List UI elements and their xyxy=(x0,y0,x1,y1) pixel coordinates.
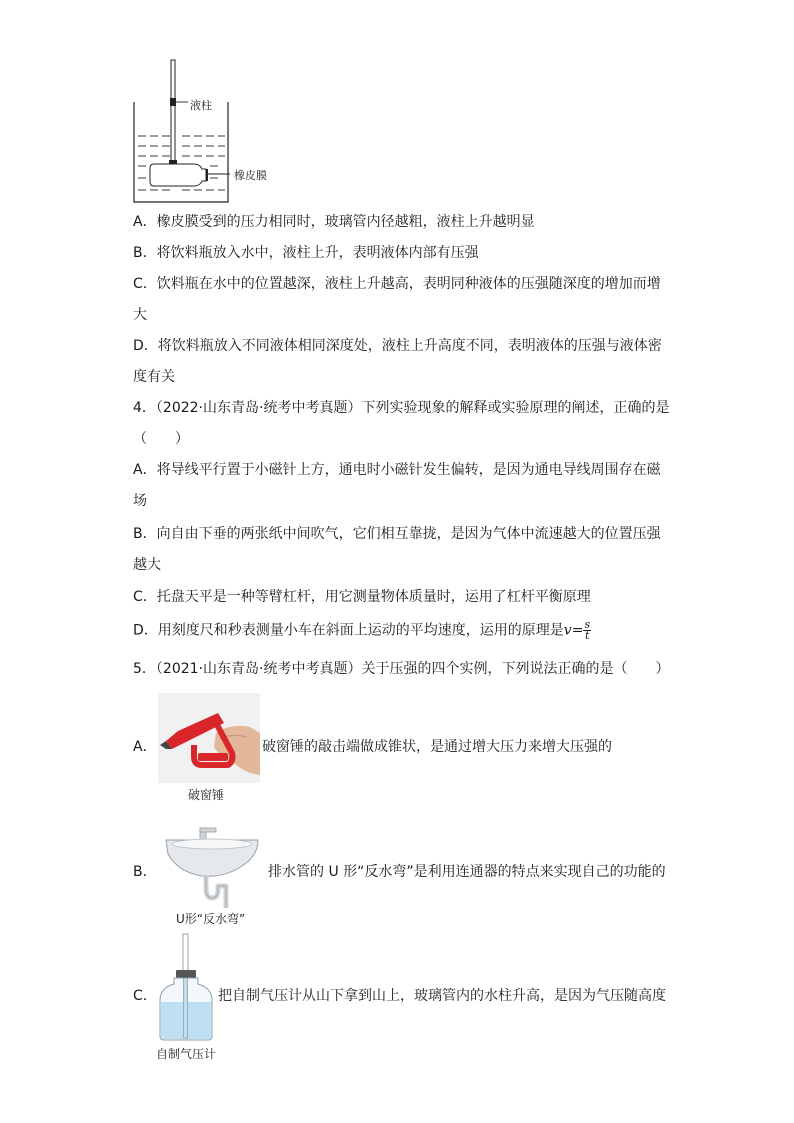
q4-stem: 4．（2022·山东青岛·统考中考真题）下列实验现象的解释或实验原理的阐述，正确的是 xyxy=(133,400,670,416)
q4-option-b[interactable]: B．向自由下垂的两张纸中间吹气，它们相互靠拢，是因为气体中流速越大的位置压强 xyxy=(133,526,661,542)
window-breaker-caption: 破窗锤 xyxy=(188,788,225,802)
sink-u-trap-image xyxy=(162,822,262,908)
formula-fraction: $\frac{s}{t}$ xyxy=(584,618,591,642)
q5-stem: 5．（2021·山东青岛·统考中考真题）关于压强的四个实例，下列说法正确的是（ ） xyxy=(133,661,670,677)
q4-option-a[interactable]: A．将导线平行置于小磁针上方，通电时小磁针发生偏转，是因为通电导线周围存在磁 xyxy=(133,462,661,478)
q4-option-b-cont: 越大 xyxy=(133,557,161,573)
homemade-barometer-caption: 自制气压计 xyxy=(156,1047,217,1061)
label-rubber-membrane: 橡皮膜 xyxy=(234,169,267,182)
q3-option-d-cont: 度有关 xyxy=(133,369,175,385)
q4-option-c[interactable]: C．托盘天平是一种等臂杠杆，用它测量物体质量时，运用了杠杆平衡原理 xyxy=(133,589,591,605)
formula-v: v xyxy=(563,622,572,639)
q5-option-a-letter[interactable]: A． xyxy=(133,739,157,755)
window-breaker-image xyxy=(158,693,260,783)
q5-option-b-letter[interactable]: B． xyxy=(133,864,157,880)
q3-option-c[interactable]: C．饮料瓶在水中的位置越深，液柱上升越高，表明同种液体的压强随深度的增加而增 xyxy=(133,276,661,292)
q5-option-c-text[interactable]: 把自制气压计从山下拿到山上，玻璃管内的水柱升高，是因为气压随高度 xyxy=(218,988,666,1004)
q4-option-d[interactable]: D．用刻度尺和秒表测量小车在斜面上运动的平均速度，运用的原理是v= $\frac{s}{t}$ xyxy=(133,618,591,642)
q5-option-a-text[interactable]: 破窗锤的敲击端做成锥状，是通过增大压力来增大压强的 xyxy=(262,739,612,755)
formula-eq: = xyxy=(571,622,584,639)
q4-answer-blank: （ ） xyxy=(133,431,189,447)
q3-option-b[interactable]: B．将饮料瓶放入水中，液柱上升，表明液体内部有压强 xyxy=(133,245,479,261)
q5-option-c-letter[interactable]: C． xyxy=(133,988,157,1004)
q3-option-c-cont: 大 xyxy=(133,307,147,323)
sink-u-trap-caption: U形“反水弯” xyxy=(176,912,246,926)
q3-apparatus-figure xyxy=(128,60,278,206)
q4-option-a-cont: 场 xyxy=(133,493,147,509)
q5-option-b-text[interactable]: 排水管的 U 形“反水弯”是利用连通器的特点来实现自己的功能的 xyxy=(268,864,666,880)
label-liquid-column: 液柱 xyxy=(190,99,212,112)
q3-option-d[interactable]: D．将饮料瓶放入不同液体相同深度处，液柱上升高度不同，表明液体的压强与液体密 xyxy=(133,338,662,354)
homemade-barometer-image xyxy=(160,934,216,1042)
q3-option-a[interactable]: A．橡皮膜受到的压力相同时，玻璃管内径越粗，液柱上升越明显 xyxy=(133,214,535,230)
